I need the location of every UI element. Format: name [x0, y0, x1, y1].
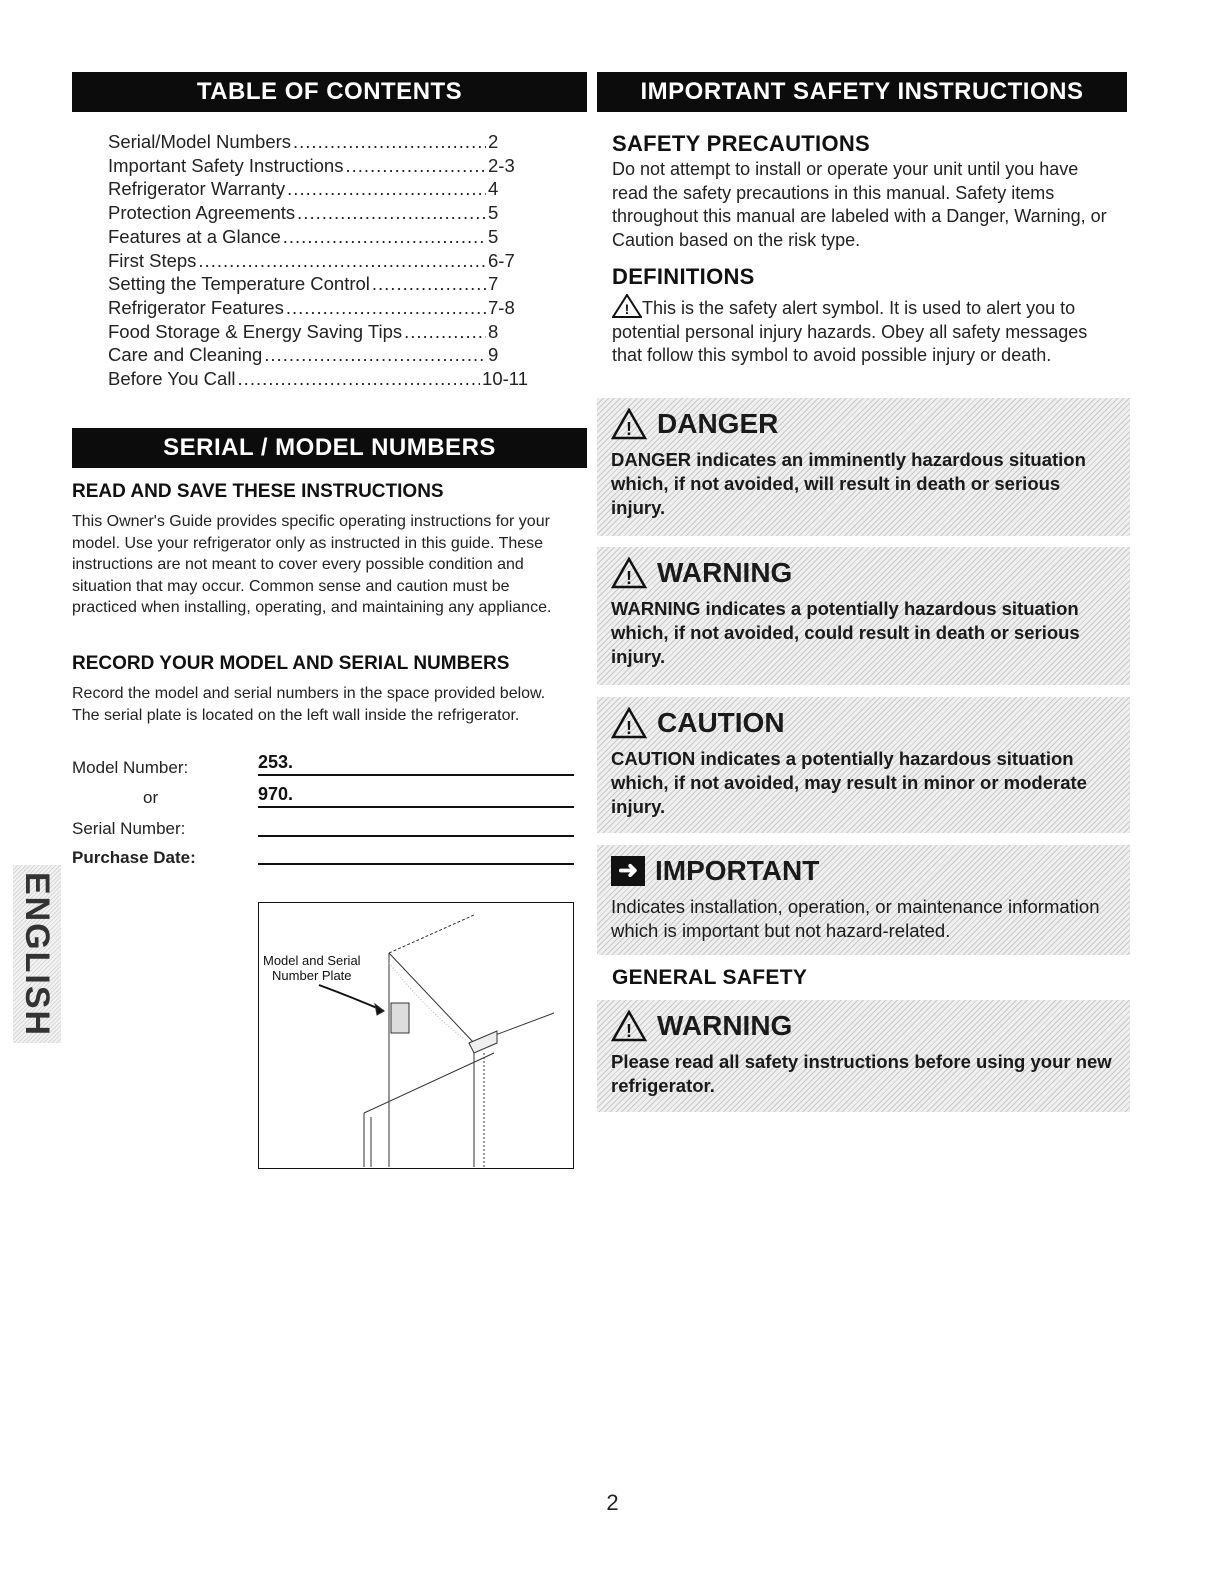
arrow-right-icon: ➜ [611, 856, 645, 886]
definitions-heading: DEFINITIONS [612, 264, 755, 289]
warning-title: WARNING [657, 557, 793, 588]
toc-banner-text: TABLE OF CONTENTS [196, 78, 463, 105]
toc-leader-dots [372, 272, 486, 296]
toc-leader-dots [198, 249, 486, 273]
warning-heading [611, 557, 1116, 589]
alert-triangle-icon [611, 557, 647, 589]
toc-entry-page: 2 [488, 131, 499, 152]
refrigerator-illustration [259, 903, 572, 1167]
important-heading [611, 855, 1116, 887]
toc-entry-title: Setting the Temperature Control [108, 273, 370, 295]
purchase-date-label: Purchase Date: [72, 848, 196, 867]
read-text: This Owner's Guide provides specific operating instructions for your model. Use your refrigerator only as instructed in this guide. These instructions are not meant to cover every possible condition and situation that may occur. Common sense and caution must be practiced when installing, operating, and maintaining any appliance. [72, 513, 552, 616]
caution-title: CAUTION [657, 707, 785, 738]
general-warning-heading [611, 1010, 1116, 1042]
or-label: or [143, 788, 159, 807]
diagram-label-line-2: Number Plate [272, 968, 352, 983]
toc-leader-dots [404, 320, 486, 344]
toc-banner [72, 72, 587, 112]
alt-model-number-value: 970. [258, 784, 294, 804]
toc-entry-page: 7 [488, 273, 499, 295]
model-number-label: Model Number: [72, 758, 189, 777]
language-side-tab [13, 865, 61, 1043]
toc-row [108, 367, 528, 391]
page-number: 2 [606, 1490, 619, 1515]
toc-entry-page: 9 [488, 344, 499, 366]
record-heading: RECORD YOUR MODEL AND SERIAL NUMBERS [72, 653, 510, 674]
danger-heading [611, 408, 1116, 440]
definitions-text-body: This is the safety alert symbol. It is used to alert you to potential personal injury hazards. Obey all safety messages that follow this symbol to avoid possible injury or death. [612, 298, 1088, 365]
toc-leader-dots [345, 154, 486, 178]
alert-triangle-icon [611, 707, 647, 739]
svg-text:!: ! [626, 568, 632, 588]
alert-triangle-icon [611, 1010, 647, 1042]
svg-text:!: ! [626, 718, 632, 738]
serial-banner-text: SERIAL / MODEL NUMBERS [163, 434, 496, 461]
toc-row [108, 272, 528, 296]
toc-row [108, 249, 528, 273]
caution-heading [611, 707, 1116, 739]
alert-triangle-icon [611, 408, 647, 440]
serial-plate-diagram [258, 902, 574, 1169]
toc-entry-page: 2-3 [488, 154, 515, 176]
definitions-text [612, 294, 1112, 368]
svg-text:!: ! [626, 419, 632, 439]
toc-row [108, 177, 528, 201]
purchase-date-field[interactable] [258, 841, 574, 865]
toc-leader-dots [238, 367, 481, 391]
toc-row [108, 320, 528, 344]
toc-leader-dots [297, 201, 486, 225]
toc-entry-title: Features at a Glance [108, 225, 281, 247]
safety-banner [597, 72, 1127, 112]
important-box [597, 845, 1130, 955]
alt-model-number-field[interactable] [258, 784, 574, 808]
toc-leader-dots [287, 177, 486, 201]
serial-number-label: Serial Number: [72, 819, 186, 838]
toc-entry-page: 6-7 [488, 249, 515, 271]
safety-precautions-heading: SAFETY PRECAUTIONS [612, 131, 871, 156]
important-text: Indicates installation, operation, or maintenance information which is important but not hazard-related. [611, 896, 1100, 941]
toc-row [108, 130, 528, 154]
serial-number-field[interactable] [258, 813, 574, 837]
toc-entry-title: Refrigerator Warranty [108, 178, 286, 200]
toc-entry-page: 10-11 [482, 368, 528, 390]
toc-leader-dots [264, 343, 486, 367]
toc-row [108, 201, 528, 225]
toc-entry-title: Important Safety Instructions [108, 154, 344, 176]
model-number-field[interactable] [258, 752, 574, 776]
warning-box [597, 547, 1130, 685]
toc-leader-dots [283, 225, 486, 249]
toc-row [108, 296, 528, 320]
caution-text: CAUTION indicates a potentially hazardous situation which, if not avoided, may result in minor or moderate injury. [611, 748, 1087, 817]
danger-box [597, 398, 1130, 536]
general-warning-title: WARNING [657, 1010, 793, 1041]
toc-entry-page: 5 [488, 202, 499, 224]
toc-row [108, 225, 528, 249]
toc-entry-page: 5 [488, 225, 499, 247]
model-number-value: 253. [258, 752, 294, 772]
toc-entry-title: Care and Cleaning [108, 344, 263, 366]
toc-entry-title: Refrigerator Features [108, 296, 284, 318]
toc-entry-title: Before You Call [108, 368, 236, 390]
toc-entry-title: First Steps [108, 249, 197, 271]
alert-triangle-icon [612, 294, 642, 318]
svg-text:!: ! [624, 301, 630, 317]
important-title: IMPORTANT [655, 855, 820, 886]
general-safety-heading: GENERAL SAFETY [612, 966, 808, 989]
safety-precautions-text: Do not attempt to install or operate your unit until you have read the safety precautions in this manual. Safety items throughout this manual are labeled with a Danger, Warning, or Caution based on the risk type. [612, 159, 1107, 250]
toc-leader-dots [293, 130, 486, 154]
serial-banner [72, 428, 587, 468]
safety-banner-text: IMPORTANT SAFETY INSTRUCTIONS [640, 78, 1084, 105]
record-text: Record the model and serial numbers in the space provided below. The serial plate is located on the left wall inside the refrigerator. [72, 685, 546, 724]
danger-text: DANGER indicates an imminently hazardous situation which, if not avoided, will result in death or serious injury. [611, 449, 1086, 518]
general-warning-box [597, 1000, 1130, 1112]
toc-entry-page: 7-8 [488, 296, 515, 318]
toc-entry-page: 8 [488, 320, 499, 342]
toc-entry-title: Food Storage & Energy Saving Tips [108, 320, 403, 342]
toc-entry-title: Protection Agreements [108, 202, 296, 224]
toc-row [108, 343, 528, 367]
danger-title: DANGER [657, 408, 779, 439]
side-tab-text: ENGLISH [18, 871, 57, 1037]
diagram-label-line-1: Model and Serial [263, 953, 361, 968]
toc-row [108, 154, 528, 178]
table-of-contents [108, 130, 528, 391]
toc-entry-title: Serial/Model Numbers [108, 131, 292, 152]
svg-text:!: ! [626, 1021, 632, 1041]
warning-text: WARNING indicates a potentially hazardous situation which, if not avoided, could result in death or serious injury. [611, 598, 1080, 667]
general-warning-text: Please read all safety instructions before using your new refrigerator. [611, 1051, 1112, 1096]
toc-leader-dots [286, 296, 486, 320]
toc-entry-page: 4 [488, 178, 499, 200]
read-heading: READ AND SAVE THESE INSTRUCTIONS [72, 481, 444, 502]
caution-box [597, 697, 1130, 833]
